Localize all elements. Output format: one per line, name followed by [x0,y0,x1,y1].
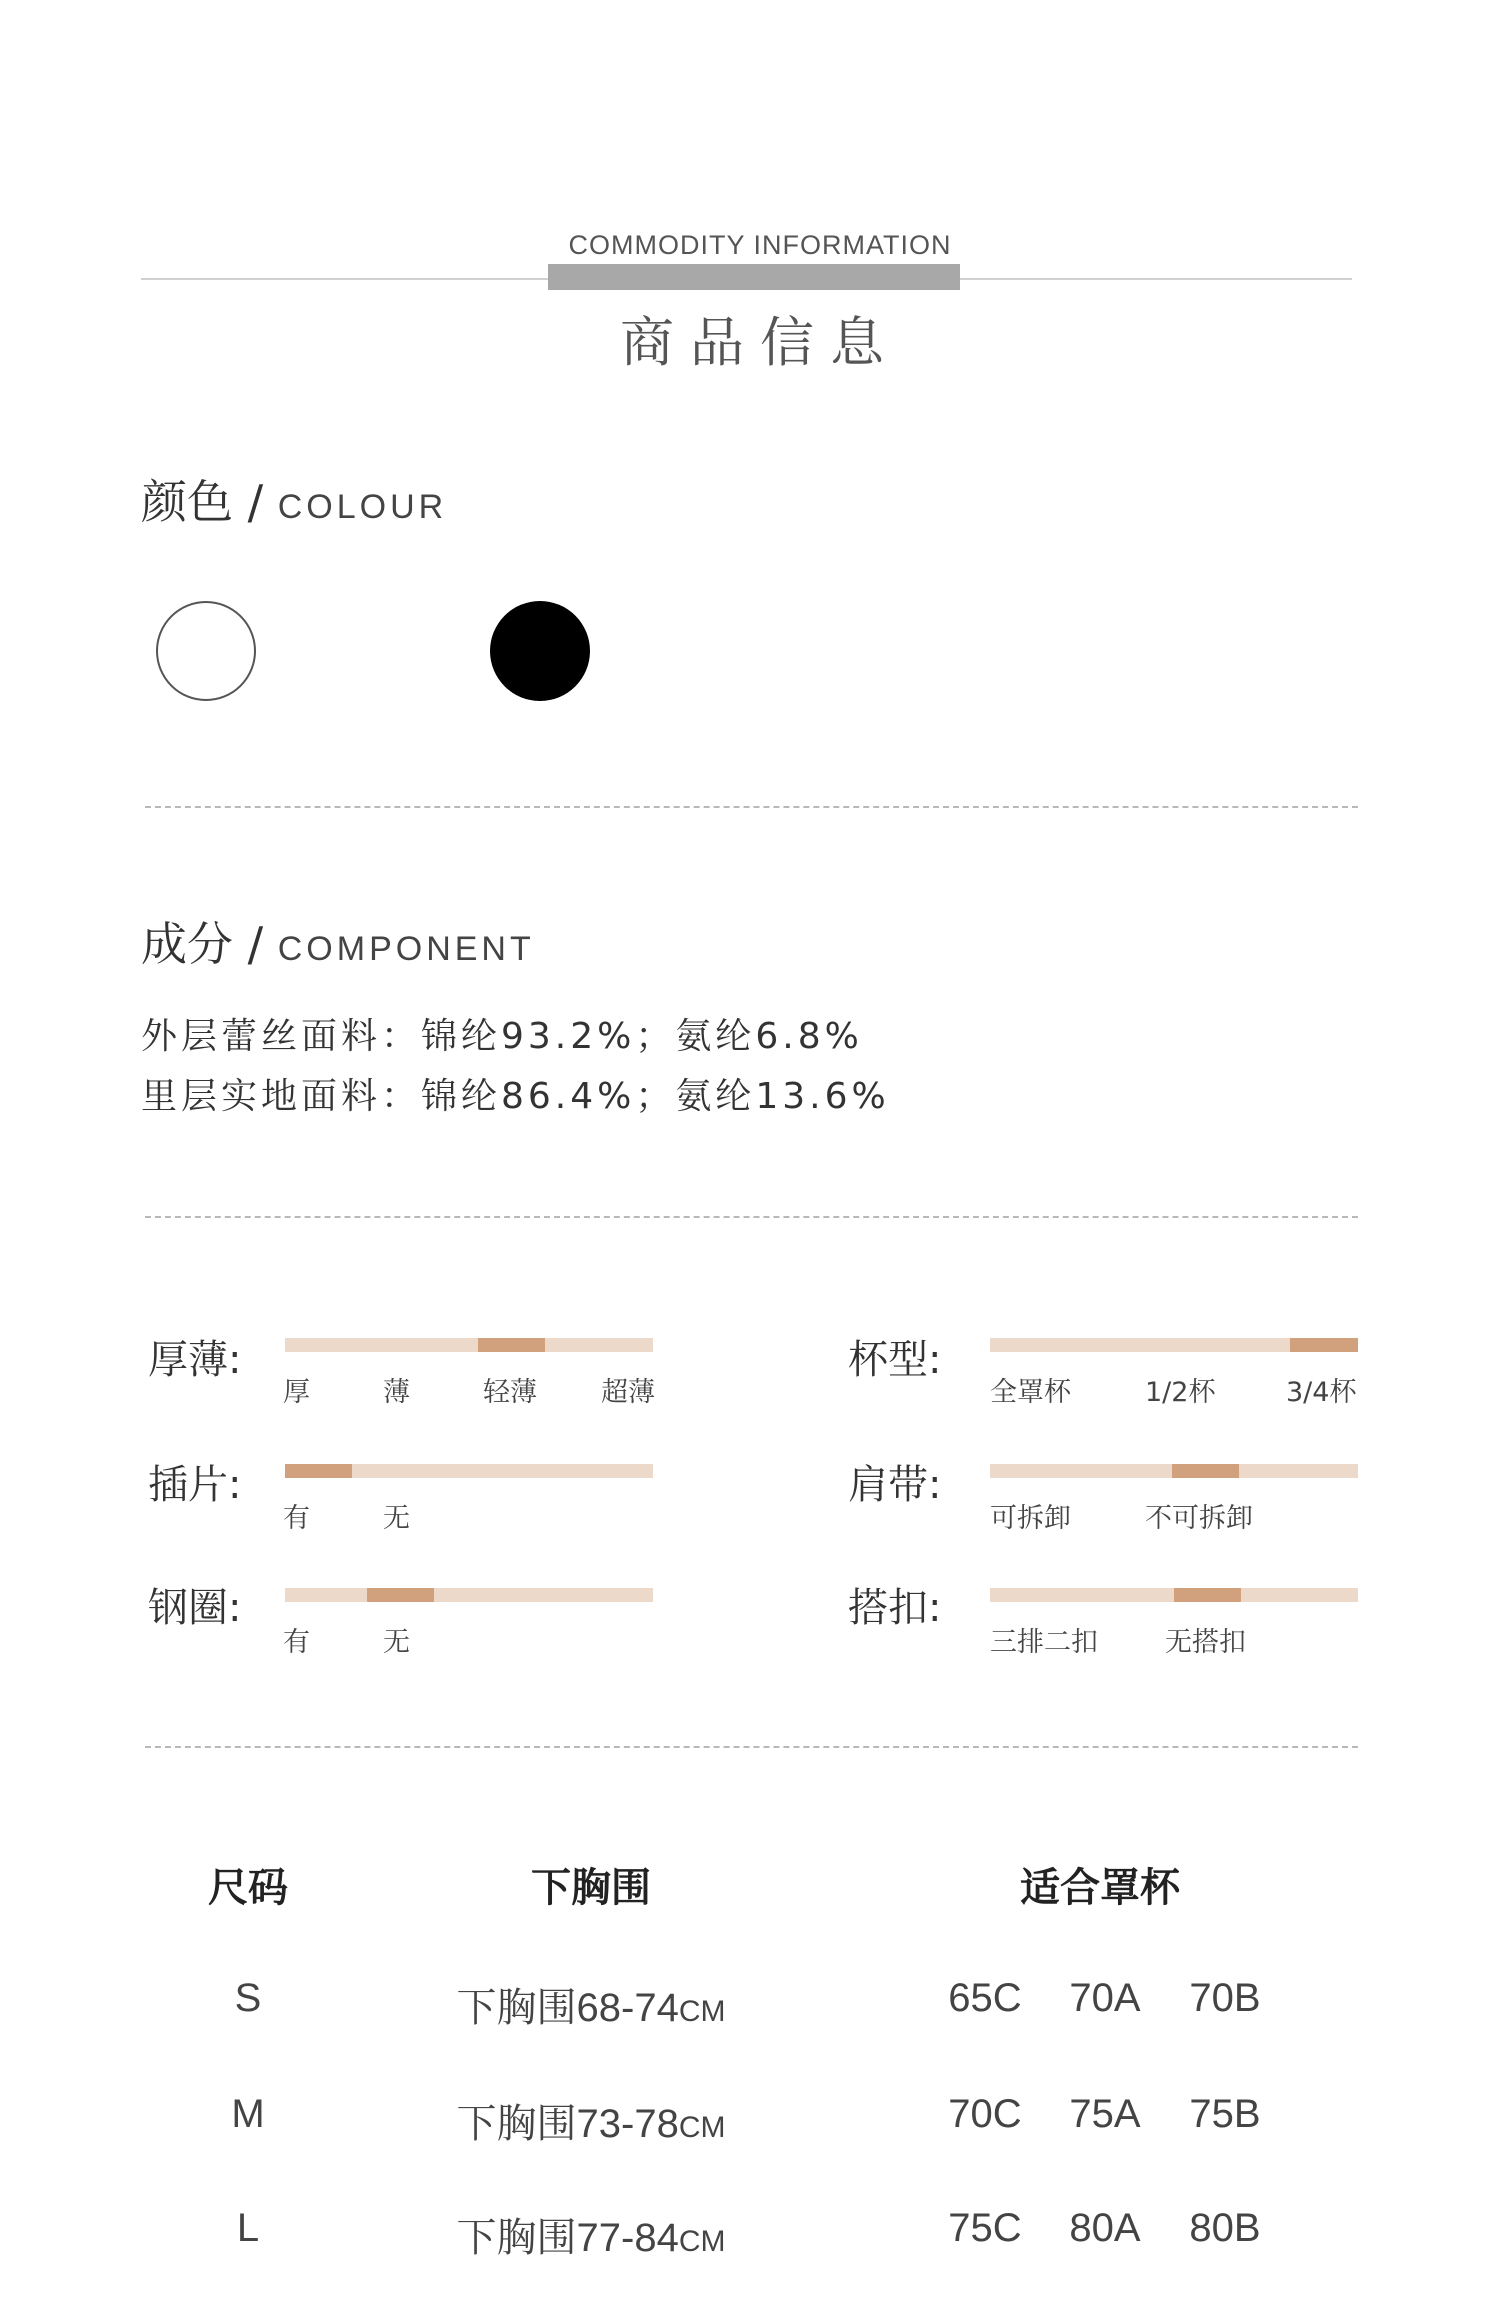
colour-title-en: COLOUR [277,488,448,526]
attr-track-strap [990,1464,1358,1478]
underbust-cell [416,2092,766,2149]
size-cell: L [236,2206,260,2250]
component-line-outer: 外层蕾丝面料：锦纶93.2%；氨纶6.8% [141,1016,863,1057]
attr-label-cup-type: 杯型: [848,1337,942,1383]
attr-track-insert [285,1464,653,1478]
size-cell: S [234,1976,262,2020]
title-slash: / [233,917,278,971]
cup-cell: 80A [1069,2206,1141,2250]
header-title-cn: 商品信息 [620,311,900,374]
underbust-cell [416,1976,766,2033]
attr-fill-thickness [478,1338,545,1352]
attr-label-clasp: 搭扣: [848,1585,942,1631]
cup-cell: 70C [948,2092,1022,2136]
cup-cell: 70B [1189,1976,1261,2020]
colour-title-cn: 颜色 [141,475,233,529]
unit-label: CM [678,2111,726,2144]
attr-label-strap: 肩带: [848,1462,942,1508]
attr-option-selected: 无搭扣 [1165,1627,1246,1658]
underbust-value: 下胸围68-74 [456,1986,679,2030]
attr-fill-underwire [367,1588,434,1602]
size-table-header-underbust: 下胸围 [531,1865,651,1911]
component-line-inner: 里层实地面料：锦纶86.4%；氨纶13.6% [141,1076,890,1117]
attr-track-cup-type [990,1338,1358,1352]
section-divider [145,806,1358,808]
attr-option-selected: 3/4杯 [1286,1377,1357,1408]
attr-track-underwire [285,1588,653,1602]
size-table-header-size: 尺码 [208,1865,288,1911]
cup-cell: 75B [1189,2092,1261,2136]
attr-option: 有 [283,1627,310,1658]
component-title-en: COMPONENT [277,930,535,968]
header-title-en: COMMODITY INFORMATION [568,230,952,260]
attr-fill-cup-type [1290,1338,1358,1352]
section-divider [145,1746,1358,1748]
section-divider [145,1216,1358,1218]
colour-swatch-white[interactable] [156,601,256,701]
attr-label-insert: 插片: [148,1462,242,1508]
attr-fill-insert [285,1464,352,1478]
cup-cell: 70A [1069,1976,1141,2020]
underbust-value: 下胸围77-84 [456,2216,679,2260]
attr-fill-strap [1172,1464,1239,1478]
cup-cell: 75C [948,2206,1022,2250]
attr-label-thickness: 厚薄: [148,1337,242,1383]
attr-option-selected: 不可拆卸 [1145,1503,1253,1534]
attr-option: 全罩杯 [990,1377,1071,1408]
unit-label: CM [678,1995,726,2028]
attr-option: 厚 [283,1377,310,1408]
attr-option: 无 [383,1503,410,1534]
attr-option: 1/2杯 [1145,1377,1216,1408]
attr-option-selected: 有 [283,1503,310,1534]
attr-option-selected: 无 [383,1627,410,1658]
component-section-title [141,908,535,974]
component-title-cn: 成分 [141,917,233,971]
attr-option: 可拆卸 [990,1503,1071,1534]
size-table-header-cup: 适合罩杯 [1020,1865,1180,1911]
colour-swatch-black[interactable] [490,601,590,701]
unit-label: CM [678,2225,726,2258]
attr-option: 薄 [383,1377,410,1408]
underbust-cell [416,2206,766,2263]
attr-label-underwire: 钢圈: [148,1585,242,1631]
attr-fill-clasp [1174,1588,1241,1602]
cup-cell: 80B [1189,2206,1261,2250]
cup-cell: 65C [948,1976,1022,2020]
attr-option: 超薄 [601,1377,655,1408]
title-slash: / [233,475,278,529]
attr-option: 三排二扣 [990,1627,1098,1658]
attr-track-thickness [285,1338,653,1352]
size-cell: M [231,2092,265,2136]
colour-section-title [141,466,447,532]
cup-cell: 75A [1069,2092,1141,2136]
attr-option-selected: 轻薄 [483,1377,537,1408]
header-accent-bar [548,264,960,290]
attr-track-clasp [990,1588,1358,1602]
underbust-value: 下胸围73-78 [456,2102,679,2146]
